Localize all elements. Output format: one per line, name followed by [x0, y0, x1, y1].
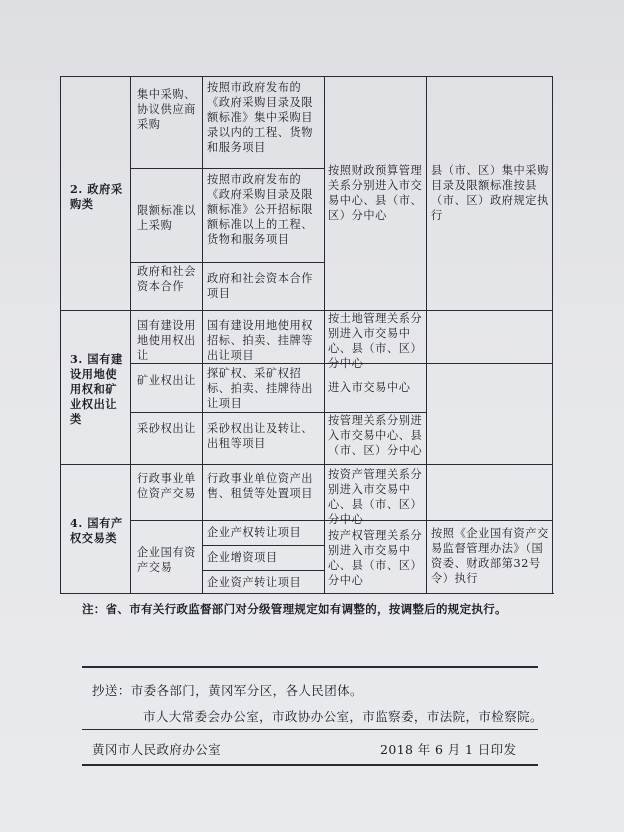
county-rule-enterprise-assets: 按照《企业国有资产交易监督管理办法》（国资委、财政部第32号令）执行 — [431, 527, 549, 585]
cc-line-1: 抄送：市委各部门，黄冈军分区，各人民团体。 — [92, 683, 363, 698]
entry-admin-assets: 按资产管理关系分别进入市交易中心、县（市、区）分中心 — [328, 468, 423, 526]
entry-sand: 按管理关系分别进入市交易中心、县（市、区）分中心 — [328, 414, 423, 457]
footer-rule-top — [82, 666, 538, 668]
scope-centralized-procurement: 按照市政府发布的《政府采购目录及限额标准》集中采购目录以内的工程、货物和服务项目 — [207, 81, 314, 154]
issuer: 黄冈市人民政府办公室 — [92, 742, 222, 757]
entry-enterprise-assets: 按产权管理关系分别进入市交易中心、县（市、区）分中心 — [328, 529, 423, 587]
scope-admin-assets: 行政事业单位资产出售、租赁等处置项目 — [207, 472, 314, 500]
entry-procurement: 按照财政预算管理关系分别进入市交易中心、县（市、区）分中心 — [328, 164, 423, 222]
scope-equity-transfer: 企业产权转让项目 — [207, 526, 302, 539]
scope-sand: 采砂权出让及转让、出租等项目 — [207, 422, 314, 450]
scope-mining: 探矿权、采矿权招标、拍卖、挂牌待出让项目 — [207, 367, 314, 410]
sub-item-enterprise-assets: 企业国有资产交易 — [137, 546, 196, 574]
issue-date: 2018 年 6 月 1 日印发 — [380, 742, 517, 757]
sub-item-above-threshold: 限额标准以上采购 — [137, 204, 196, 232]
scope-capital-increase: 企业增资项目 — [207, 551, 278, 564]
sub-item-land-use: 国有建设用地使用权出让 — [137, 319, 196, 362]
sub-item-centralized-procurement: 集中采购、协议供应商采购 — [137, 88, 196, 131]
sub-item-admin-assets: 行政事业单位资产交易 — [137, 472, 196, 500]
cc-line-2: 市人大常委会办公室，市政协办公室，市监察委，市法院，市检察院。 — [143, 709, 543, 724]
scope-ppp: 政府和社会资本合作项目 — [207, 272, 314, 300]
category-procurement: 2. 政府采购类 — [70, 182, 123, 211]
entry-land-use: 按土地管理关系分别进入市交易中心、县（市、区）分中心 — [328, 312, 423, 370]
sub-item-sand: 采砂权出让 — [137, 422, 196, 435]
footer-rule-middle — [82, 729, 538, 730]
category-land-mining: 3. 国有建设用地使用权和矿业权出让类 — [70, 352, 123, 426]
entry-mining: 进入市交易中心 — [328, 381, 411, 394]
scope-land-use: 国有建设用地使用权招标、拍卖、挂牌等出让项目 — [207, 319, 314, 362]
footer-rule-bottom — [82, 764, 538, 766]
sub-item-ppp: 政府和社会资本合作 — [137, 265, 196, 293]
sub-item-mining: 矿业权出让 — [137, 374, 196, 387]
scope-asset-transfer: 企业资产转让项目 — [207, 576, 302, 589]
table-footnote: 注：省、市有关行政监督部门对分级管理规定如有调整的，按调整后的规定执行。 — [82, 602, 507, 616]
scope-above-threshold: 按照市政府发布的《政府采购目录及限额标准》公开招标限额标准以上的工程、货物和服务项目 — [207, 173, 314, 246]
category-state-assets: 4. 国有产权交易类 — [70, 516, 123, 545]
county-rule-procurement: 县（市、区）集中采购目录及限额标准按县（市、区）政府规定执行 — [431, 164, 549, 222]
